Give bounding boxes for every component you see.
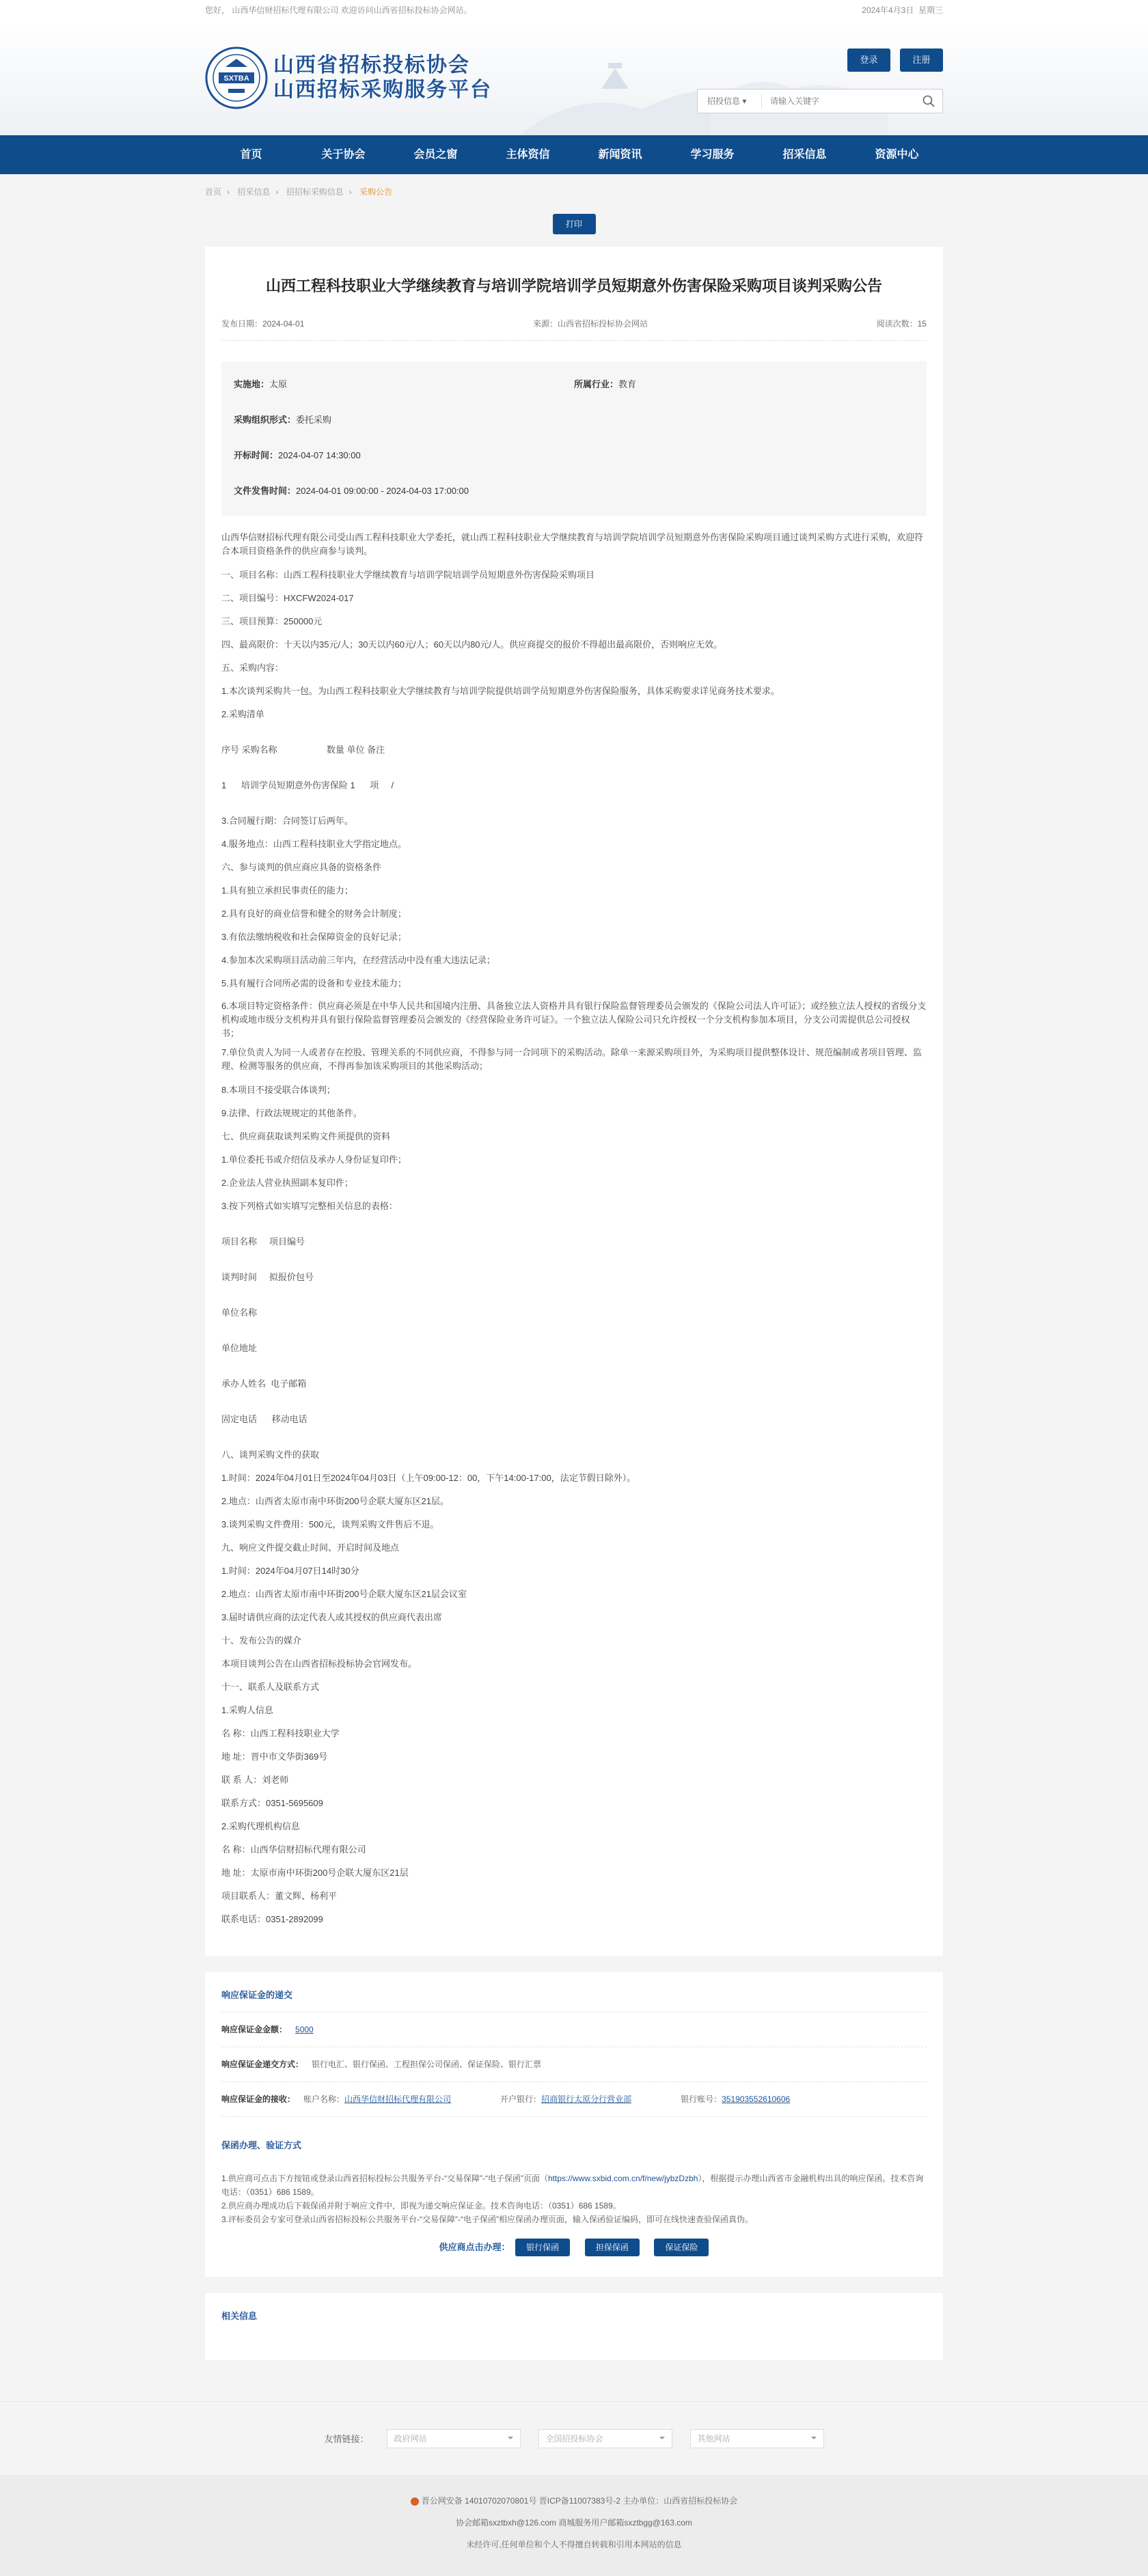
org-form-value: 委托采购 bbox=[296, 415, 332, 425]
nav-item-about[interactable]: 关于协会 bbox=[321, 149, 366, 161]
search-input[interactable] bbox=[762, 91, 915, 111]
breadcrumb: 首页 › 招采信息 › 招招标采购信息 › 采购公告 bbox=[205, 187, 393, 197]
footer-line-1: 晋公网安备 14010702070801号 晋ICP备11007383号-2 主办单位：山西省招标投标协会 bbox=[421, 2496, 738, 2506]
deposit-section-title: 响应保证金的递交 bbox=[221, 1986, 927, 2012]
welcome-text: 您好， 山西华信财招标代理有限公司 欢迎访问山西省招标投标协会网站。 bbox=[205, 5, 472, 15]
header-background-decoration bbox=[0, 20, 1148, 135]
paragraph: 3.按下列格式如实填写完整相关信息的表格： bbox=[221, 1201, 398, 1211]
paragraph: 6.本项目特定资格条件：供应商必须是在中华人民共和国境内注册、具备独立法人资格并具有银行保险监督管理委员会颁发的《保险公司法人许可证》；或经独立法人授权的省级分支机构或地市级分支机构并具有银行保险监督管理委员会颁发的《经营保险业务许可证》。一个独立法人保险公司只允许授权一个分支机构参加本项目，分支公司需提供总公司授权书； bbox=[221, 1001, 927, 1038]
paragraph: 1.本次谈判采购共一包。为山西工程科技职业大学继续教育与培训学院提供培训学员短期意外伤害保险服务，具体采购要求详见商务技术要求。 bbox=[221, 686, 780, 696]
deposit-method-value: 银行电汇、银行保函、工程担保公司保函、保证保险、银行汇票 bbox=[312, 2060, 542, 2069]
paragraph: 二、项目编号：HXCFW2024-017 bbox=[221, 593, 354, 603]
print-button[interactable]: 打印 bbox=[553, 214, 596, 234]
paragraph: 2.采购代理机构信息 bbox=[221, 1821, 300, 1831]
nav-item-credit[interactable]: 主体资信 bbox=[506, 149, 550, 161]
form-field-row: 谈判时间 拟报价包号 bbox=[221, 1272, 314, 1282]
paragraph: 联系电话：0351-2892099 bbox=[221, 1914, 323, 1924]
breadcrumb-bidding[interactable]: 招招标采购信息 bbox=[286, 187, 344, 197]
deposit-method-label: 响应保证金递交方式： bbox=[221, 2060, 304, 2069]
paragraph: 三、项目预算：250000元 bbox=[221, 616, 323, 626]
related-info-title: 相关信息 bbox=[221, 2311, 258, 2321]
account-number-label: 银行账号： bbox=[681, 2094, 722, 2104]
national-association-select[interactable]: 全国招投标协会 bbox=[538, 2429, 672, 2448]
doc-sale-value: 2024-04-01 09:00:00 - 2024-04-03 17:00:00 bbox=[296, 486, 469, 496]
bank-label: 开户银行： bbox=[500, 2094, 542, 2104]
site-logo[interactable] bbox=[205, 46, 492, 109]
paragraph: 五、采购内容： bbox=[221, 663, 284, 673]
site-header bbox=[0, 20, 1148, 135]
paragraph: 1.单位委托书或介绍信及承办人身份证复印件； bbox=[221, 1154, 407, 1165]
paragraph: 项目联系人：董文辉、杨利平 bbox=[221, 1891, 338, 1901]
register-button[interactable]: 注册 bbox=[900, 49, 943, 72]
nav-item-home[interactable]: 首页 bbox=[240, 149, 262, 161]
account-name-label: 账户名称： bbox=[303, 2094, 345, 2104]
place-value: 太原 bbox=[269, 379, 288, 389]
project-info-box bbox=[221, 361, 927, 516]
table-header-row: 序号 采购名称 数量 单位 备注 bbox=[221, 745, 385, 755]
paragraph: 8.本项目不接受联合体谈判； bbox=[221, 1085, 336, 1095]
article-body bbox=[221, 531, 927, 1931]
paragraph: 5.具有履行合同所必需的设备和专业技术能力； bbox=[221, 978, 407, 988]
industry-label: 所属行业： bbox=[574, 379, 619, 389]
paragraph: 1.时间：2024年04月07日14时30分 bbox=[221, 1566, 359, 1576]
guarantee-note-1-start: 1.供应商可点击下方按钮或登录山西省招标投标公共服务平台-“交易保障”-“电子保函”页面（ bbox=[221, 2174, 548, 2183]
logo-title-line1: 山西省招标投标协会 bbox=[273, 54, 470, 77]
paragraph: 3.有依法缴纳税收和社会保障资金的良好记录； bbox=[221, 932, 407, 942]
guarantee-insurance-button[interactable]: 保证保险 bbox=[654, 2239, 709, 2256]
paragraph: 九、响应文件提交截止时间、开启时间及地点 bbox=[221, 1542, 400, 1553]
nav-item-learning[interactable]: 学习服务 bbox=[690, 149, 735, 161]
top-strip bbox=[0, 0, 1148, 20]
breadcrumb-procurement[interactable]: 招采信息 bbox=[237, 187, 271, 197]
search-category-value: 招投信息 bbox=[707, 96, 741, 106]
article-source: 来源：山西省招标投标协会网站 bbox=[533, 319, 648, 329]
breadcrumb-home[interactable]: 首页 bbox=[205, 187, 222, 197]
deposit-amount-label: 响应保证金金额： bbox=[221, 2025, 288, 2034]
paragraph: 1.具有独立承担民事责任的能力； bbox=[221, 885, 353, 896]
paragraph: 地 址：太原市南中环街200号企联大厦东区21层 bbox=[221, 1868, 409, 1878]
related-info-panel bbox=[205, 2293, 943, 2360]
article-panel bbox=[205, 247, 943, 1956]
guarantee-note-1-end: ），根据提示办理山西省市金融机构出具的响应保函。技术咨询电话：（0351）686 1589。 bbox=[221, 2174, 924, 2197]
breadcrumb-current: 采购公告 bbox=[359, 187, 393, 197]
paragraph: 本项目谈判公告在山西省招标投标协会官网发布。 bbox=[221, 1659, 418, 1669]
weekday-text: 星期三 bbox=[918, 5, 943, 15]
guarantee-link[interactable]: https://www.sxbid.com.cn/f/new/jybzDzbh bbox=[548, 2174, 698, 2183]
account-name-value: 山西华信财招标代理有限公司 bbox=[344, 2094, 452, 2104]
paragraph: 4.服务地点：山西工程科技职业大学指定地点。 bbox=[221, 839, 407, 849]
gov-sites-select[interactable]: 政府网站 bbox=[387, 2429, 521, 2448]
paragraph: 一、项目名称：山西工程科技职业大学继续教育与培训学院培训学员短期意外伤害保险采购项目 bbox=[221, 570, 595, 580]
date-text: 2024年4月3日 bbox=[862, 5, 914, 15]
open-time-label: 开标时间： bbox=[234, 450, 279, 460]
place-label: 实施地： bbox=[234, 379, 270, 389]
surety-guarantee-button[interactable]: 担保保函 bbox=[585, 2239, 640, 2256]
date-display bbox=[862, 0, 943, 20]
main-navigation bbox=[0, 135, 1148, 174]
view-count: 阅读次数：15 bbox=[876, 319, 927, 329]
other-sites-select[interactable]: 其他网站 bbox=[690, 2429, 824, 2448]
nav-item-members[interactable]: 会员之窗 bbox=[413, 149, 458, 161]
paragraph: 联 系 人：刘老师 bbox=[221, 1775, 289, 1785]
footer-line-2: 协会邮箱sxztbxh@126.com 商城服务用户邮箱sxztbgg@163.com bbox=[456, 2518, 692, 2527]
article-title: 山西工程科技职业大学继续教育与培训学院培训学员短期意外伤害保险采购项目谈判采购公告 bbox=[265, 277, 882, 294]
paragraph: 2.地点：山西省太原市南中环街200号企联大厦东区21层。 bbox=[221, 1496, 449, 1506]
deposit-amount-value: 5000 bbox=[295, 2025, 314, 2034]
search-bar bbox=[697, 89, 943, 113]
logo-title-line2: 山西招标采购服务平台 bbox=[273, 79, 492, 101]
paragraph: 四、最高限价：十天以内35元/人；30天以内60元/人；60天以内80元/人。供应商提交的报价不得超出最高限价，否则响应无效。 bbox=[221, 639, 723, 650]
paragraph: 4.参加本次采购项目活动前三年内，在经营活动中没有重大违法记录； bbox=[221, 955, 495, 965]
paragraph: 1.采购人信息 bbox=[221, 1705, 273, 1715]
form-field-row: 单位名称 bbox=[221, 1307, 258, 1318]
publish-date: 发布日期：2024-04-01 bbox=[221, 319, 305, 329]
doc-sale-label: 文件发售时间： bbox=[234, 486, 297, 496]
paragraph: 3.合同履行期：合同签订后两年。 bbox=[221, 816, 353, 826]
form-field-row: 单位地址 bbox=[221, 1343, 258, 1353]
guarantee-actions bbox=[221, 2239, 927, 2256]
form-field-row: 项目名称 项目编号 bbox=[221, 1236, 305, 1247]
police-badge-icon bbox=[411, 2497, 419, 2506]
paragraph: 9.法律、行政法规规定的其他条件。 bbox=[221, 1108, 362, 1118]
form-field-row: 固定电话 移动电话 bbox=[221, 1414, 308, 1424]
login-button[interactable]: 登录 bbox=[847, 49, 890, 72]
association-seal-icon bbox=[205, 46, 268, 109]
open-time-value: 2024-04-07 14:30:00 bbox=[278, 450, 361, 460]
footer-line-3: 未经许可,任何单位和个人不得擅自转载和引用本网站的信息 bbox=[466, 2540, 682, 2549]
paragraph: 名 称：山西工程科技职业大学 bbox=[221, 1728, 340, 1739]
paragraph: 2.企业法人营业执照副本复印件； bbox=[221, 1178, 353, 1188]
paragraph: 2.采购清单 bbox=[221, 709, 264, 719]
guarantee-section-title: 保函办理、验证方式 bbox=[221, 2140, 302, 2150]
paragraph: 7.单位负责人为同一人或者存在控股、管理关系的不同供应商，不得参与同一合同项下的采购活动。除单一来源采购项目外，为采购项目提供整体设计、规范编制或者项目管理、监理、检测等服务的供应商，不得再参加该采购项目的其他采购活动； bbox=[221, 1047, 922, 1071]
form-field-row: 承办人姓名 电子邮箱 bbox=[221, 1379, 307, 1389]
search-icon[interactable] bbox=[915, 89, 942, 113]
guarantee-note-1 bbox=[221, 2172, 927, 2199]
paragraph: 十一、联系人及联系方式 bbox=[221, 1682, 320, 1692]
paragraph: 3.谈判采购文件费用：500元，谈判采购文件售后不退。 bbox=[221, 1519, 439, 1529]
bank-guarantee-button[interactable]: 银行保函 bbox=[515, 2239, 570, 2256]
table-data-row: 1 培训学员短期意外伤害保险 1 项 / bbox=[221, 780, 394, 790]
article-meta bbox=[221, 318, 927, 341]
guarantee-note-2: 2.供应商办理成功后下载保函并附于响应文件中，即视为递交响应保证金。技术咨询电话：（0351）686 1589。 bbox=[221, 2201, 621, 2211]
friendly-links-label: 友情链接： bbox=[324, 2434, 369, 2444]
paragraph: 1.时间：2024年04月01日至2024年04月03日（上午09:00-12：00，下午14:00-17:00，法定节假日除外）。 bbox=[221, 1473, 636, 1483]
org-form-label: 采购组织形式： bbox=[234, 415, 297, 425]
seal-text: SXTBA bbox=[223, 74, 249, 83]
paragraph: 十、发布公告的媒介 bbox=[221, 1635, 302, 1646]
search-category-select[interactable]: 招投信息 ▾ bbox=[698, 94, 762, 108]
guarantee-note-3: 3.评标委员会专家可登录山西省招标投标公共服务平台-“交易保障”-“电子保函”相应保函办理页面，输入保函验证编码，即可在线快速查验保函真伪。 bbox=[221, 2215, 753, 2224]
site-footer bbox=[0, 2475, 1148, 2576]
paragraph: 名 称：山西华信财招标代理有限公司 bbox=[221, 1844, 366, 1855]
paragraph: 八、谈判采购文件的获取 bbox=[221, 1450, 320, 1460]
deposit-receive-label: 响应保证金的接收： bbox=[221, 2094, 296, 2104]
paragraph: 山西华信财招标代理有限公司受山西工程科技职业大学委托，就山西工程科技职业大学继续教育与培训学院培训学员短期意外伤害保险采购项目通过谈判采购方式进行采购，欢迎符合本项目资格条件的供应商参与谈判。 bbox=[221, 532, 924, 556]
guarantee-actions-label: 供应商点击办理： bbox=[439, 2242, 510, 2252]
account-number-value: 351903552610606 bbox=[722, 2094, 791, 2104]
paragraph: 3.届时请供应商的法定代表人或其授权的供应商代表出席 bbox=[221, 1612, 442, 1622]
nav-item-procurement[interactable]: 招采信息 bbox=[782, 149, 827, 161]
paragraph: 2.具有良好的商业信誉和健全的财务会计制度； bbox=[221, 909, 407, 919]
deposit-panel bbox=[205, 1972, 943, 2277]
paragraph: 2.地点：山西省太原市南中环街200号企联大厦东区21层会议室 bbox=[221, 1589, 467, 1599]
friendly-links bbox=[0, 2401, 1148, 2475]
bank-value: 招商银行太原分行营业部 bbox=[541, 2094, 632, 2104]
nav-item-news[interactable]: 新闻资讯 bbox=[598, 149, 642, 161]
footer-record-line bbox=[0, 2490, 1148, 2512]
paragraph: 地 址：晋中市文华街369号 bbox=[221, 1751, 328, 1762]
paragraph: 六、参与谈判的供应商应具备的资格条件 bbox=[221, 862, 382, 872]
nav-item-resources[interactable]: 资源中心 bbox=[875, 149, 919, 161]
paragraph: 七、供应商获取谈判采购文件须提供的资料 bbox=[221, 1131, 391, 1141]
paragraph: 联系方式：0351-5695609 bbox=[221, 1798, 323, 1808]
industry-value: 教育 bbox=[618, 379, 637, 389]
